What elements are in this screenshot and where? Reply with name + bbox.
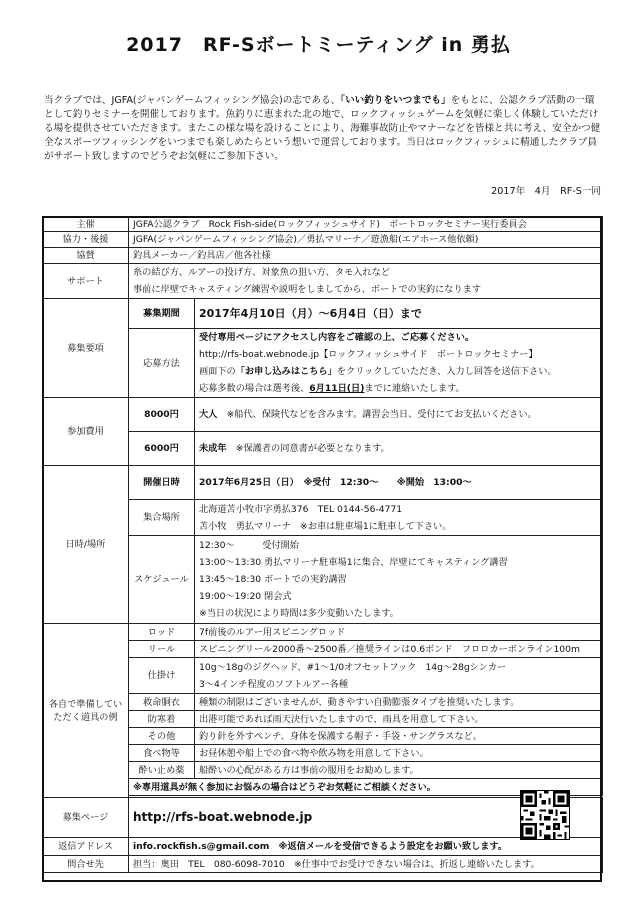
fee-minor-note: 未成年 ※保護者の同意書が必要となります。 [195,432,603,466]
intro-text-2: をもとに、公認クラブ活動の一環として釣りセミナーを開催しております。魚釣りに恵まれた北の地で、ロックフィッシュゲームを気軽に楽しく体験していただける場を提供させていただきます。またこの様な場を設けることにより、海難事故防止やマナーなどを皆様と共に考え、安全かつ健全なスポーツフィッシングをいつまでも楽しめたらという想いで運営しております。当日はロックフィッシュに精通したクラブ員がサポート致しますのでどうぞお気軽にご参加下さい。 [44,95,601,162]
schedule-item: 19:00～19:20 閉会式 [199,591,292,602]
method-line: 応募多数の場合は選考後、6月11日(日)までに連絡いたします。 [199,383,465,394]
mail-address[interactable]: info.rockfish.s@gmail.com [133,841,270,852]
schedule-item: 13:00～13:30 勇払マリーナ駐車場1に集合、岸壁にてキャスティング講習 [199,557,508,568]
rig-line: 10g～18gのジグヘッド、#1～1/0オフセットフック 14g～28gシンカー [199,661,507,673]
sponsor-label: 協賛 [43,248,129,264]
rod-label: ロッド [129,624,195,641]
reel-label: リール [129,641,195,658]
other-label: その他 [129,728,195,745]
cold-value: 出港可能であれば雨天決行いたしますので、雨具を用意して下さい。 [195,711,603,728]
method-label: 応募方法 [129,329,195,398]
intro-paragraph [44,94,604,164]
sponsor-value: 釣具メーカー／釣具店／他各社様 [129,248,603,264]
recruit-label: 募集要項 [43,299,129,398]
cold-label: 防寒着 [129,711,195,728]
when-label: 日時/場所 [43,466,129,624]
schedule-item: 12:30～ 受付開始 [199,540,299,551]
mail-note: ※返信メールを受信できるよう設定をお願い致します。 [278,841,508,852]
table-outer-frame [42,216,602,882]
method-line: 画面下の「お申し込みはこちら」をクリックしていただき、入力し回答を送信下さい。 [199,366,557,377]
fee-adult-amount: 8000円 [129,398,195,432]
vest-value: 種類の制限はございませんが、動きやすい自動膨張タイプを推奨いたします。 [195,694,603,711]
method-url[interactable]: http://rfs-boat.webnode.jp【ロックフィッシュサイド ボートロックセミナー】 [199,349,538,360]
place-line: 北海道苫小牧市字勇払376 TEL 0144-56-4771 [199,503,403,515]
place-line: 苫小牧 勇払マリーナ ※お車は駐車場1に駐車して下さい。 [199,520,452,532]
period-value: 2017年4月10日（月）～6月4日（日）まで [195,299,603,329]
page-title: 2017 RF-Sボートミーティング in 勇払 [126,34,511,56]
organizer-label: 主催 [43,217,129,232]
date-value: 2017年6月25日（日） ※受付 12:30～ ※開始 13:00～ [195,466,603,500]
support-label: サポート [43,264,129,299]
intro-motto: 「いい釣りをいつまでも」 [340,95,451,106]
intro-text-1: 当クラブでは、JGFA(ジャパンゲームフィッシング協会)の志である、 [44,95,341,106]
cooperation-value: JGFA(ジャパンゲームフィッシング協会)／勇払マリーナ／遊漁船(エアホース他依頼) [129,232,603,248]
fee-label: 参加費用 [43,398,129,466]
mail-label: 返信アドレス [43,838,129,856]
place-label: 集合場所 [129,500,195,536]
contact-value: 担当：奥田 TEL 080-6098-7010 ※仕事中でお受けできない場合は、折返し連絡いたします。 [129,856,603,873]
schedule-label: スケジュール [129,536,195,624]
food-label: 食べ物等 [129,745,195,762]
issue-date: 2017年 4月 RF-S一同 [491,186,601,197]
page-label: 募集ページ [43,798,129,838]
contact-label: 問合せ先 [43,856,129,873]
food-value: お昼休憩や船上での食べ物や飲み物を用意して下さい。 [195,745,603,762]
notice-text: ※専用道具が無く参加にお悩みの場合はどうぞお気軽にご相談ください。 [129,779,603,796]
support-line: 糸の結び方、ルアーの投げ方、対象魚の狙い方、タモ入れなど [133,267,390,278]
cooperation-label: 協力・後援 [43,232,129,248]
rig-label: 仕掛け [129,658,195,694]
rod-value: 7f前後のルアー用スピニングロッド [195,624,603,641]
sick-label: 酔い止め薬 [129,762,195,779]
fee-minor-amount: 6000円 [129,432,195,466]
fee-adult-note: 大人 ※船代、保険代などを含みます。講習会当日、受付にてお支払いください。 [195,398,603,432]
date-label: 開催日時 [129,466,195,500]
schedule-item: ※当日の状況により時間は多少変動いたします。 [199,608,399,619]
sick-value: 船酔いの心配がある方は事前の服用をお勧めします。 [195,762,603,779]
rig-line: 3～4インチ程度のソフトルアー各種 [199,678,349,690]
organizer-value: JGFA公認クラブ Rock Fish-side(ロックフィッシュサイド) ボートロックセミナー実行委員会 [129,217,603,232]
schedule-item: 13:45～18:30 ボートでの実釣講習 [199,574,347,585]
vest-label: 救命胴衣 [129,694,195,711]
reel-value: スピニングリール2000番～2500番／推奨ラインは0.6ボンド フロロカーボンライン100m [195,641,603,658]
period-label: 募集期間 [129,299,195,329]
page-link[interactable]: http://rfs-boat.webnode.jp [129,798,603,838]
other-value: 釣り針を外すペンチ、身体を保護する帽子・手袋・サングラスなど。 [195,728,603,745]
gear-label: 各自で準備してい ただく道具の例 [43,624,129,798]
method-line: 受付専用ページにアクセスし内容をご確認の上、ご応募ください。 [199,332,475,343]
support-line: 事前に岸壁でキャスティング練習や説明をしましてから、ボートでの実釣になります [133,284,482,295]
